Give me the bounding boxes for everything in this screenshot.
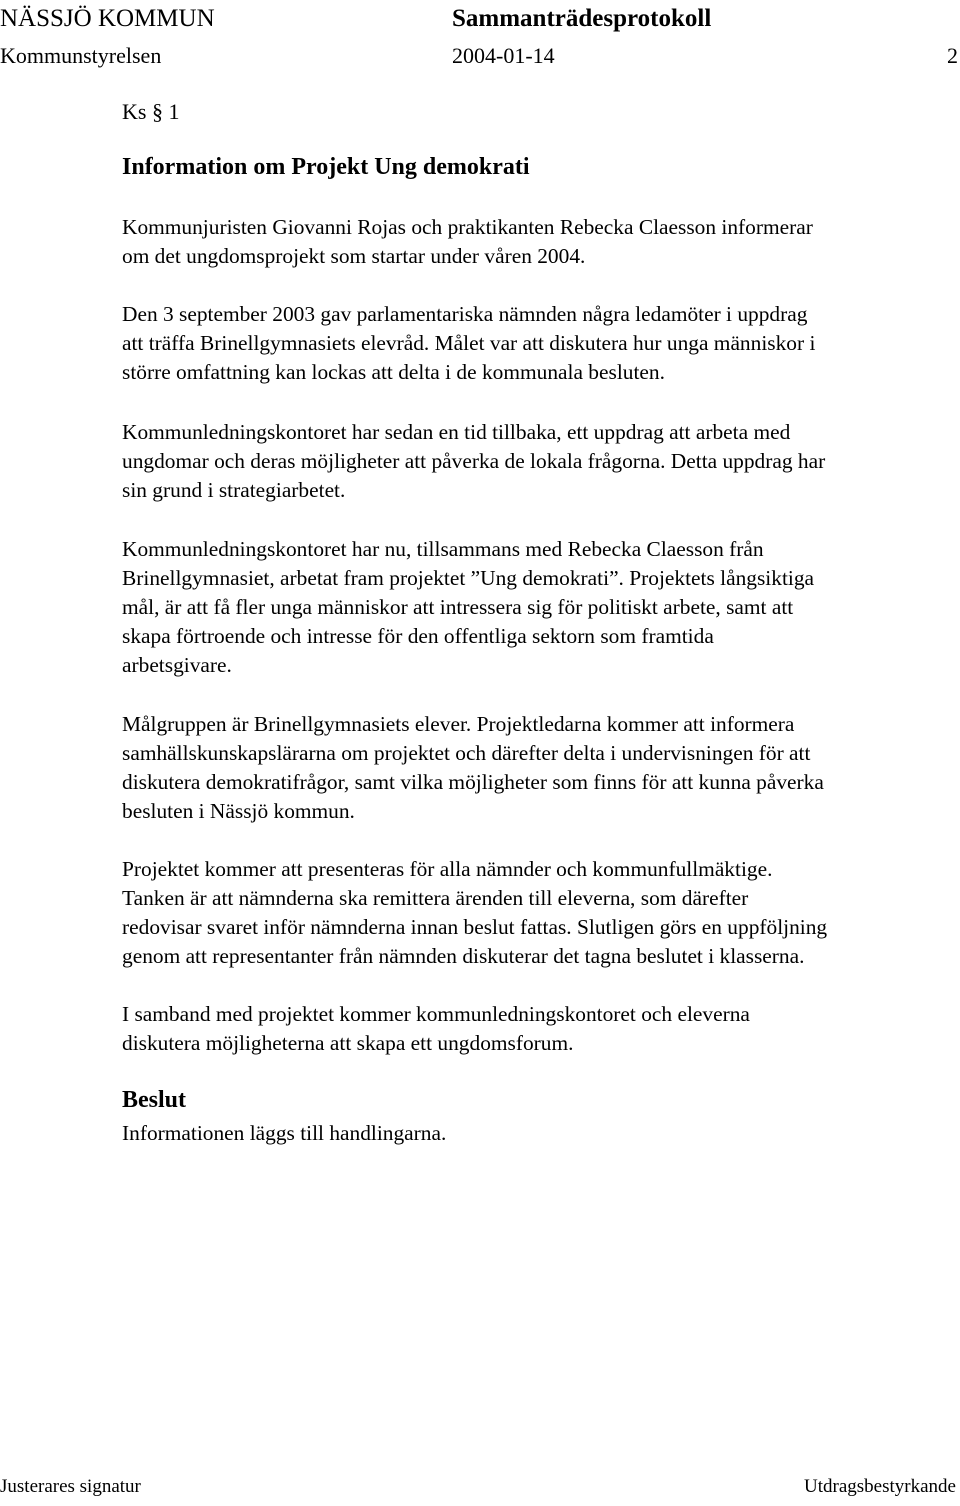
page-number: 2: [947, 43, 958, 68]
paragraph-line: mål, är att få fler unga människor att intressera sig för politiskt arbete, samt att: [122, 595, 794, 619]
paragraph-line: Kommunledningskontoret har sedan en tid tillbaka, ett uppdrag att arbeta med: [122, 420, 791, 444]
paragraph-intro: [122, 213, 960, 271]
section-reference: Ks § 1: [122, 99, 180, 124]
paragraph-line: Brinellgymnasiet, arbetat fram projektet ”Ung demokrati”. Projektets långsiktiga: [122, 566, 815, 590]
paragraph-line: Kommunledningskontoret har nu, tillsammans med Rebecka Claesson från: [122, 537, 764, 561]
paragraph-line: skapa förtroende och intresse för den offentliga sektorn som framtida: [122, 624, 714, 648]
paragraph-line: besluten i Nässjö kommun.: [122, 799, 355, 823]
paragraph-target-group: [122, 710, 960, 826]
paragraph-line: Tanken är att nämnderna ska remittera ärenden till eleverna, som därefter: [122, 886, 749, 910]
document-type: Sammanträdesprotokoll: [452, 5, 712, 32]
meeting-date: 2004-01-14: [452, 43, 555, 68]
paragraph-line: större omfattning kan lockas att delta i de kommunala besluten.: [122, 360, 665, 384]
paragraph-line: I samband med projektet kommer kommunledningskontoret och eleverna: [122, 1002, 750, 1026]
decision-heading: Beslut: [122, 1087, 187, 1113]
paragraph-line: Kommunjuristen Giovanni Rojas och praktikanten Rebecka Claesson informerar: [122, 215, 813, 239]
decision-text: Informationen läggs till handlingarna.: [122, 1121, 447, 1145]
paragraph-line: diskutera möjligheterna att skapa ett ungdomsforum.: [122, 1031, 574, 1055]
paragraph-line: ungdomar och deras möjligheter att påverka de lokala frågorna. Detta uppdrag har: [122, 449, 826, 473]
certification-label: Utdragsbestyrkande: [804, 1476, 956, 1497]
paragraph-line: samhällskunskapslärarna om projektet och därefter delta i undervisningen för att: [122, 741, 811, 765]
signature-label: Justerares signatur: [0, 1476, 141, 1497]
paragraph-youth-forum: [122, 1000, 960, 1058]
paragraph-line: sin grund i strategiarbetet.: [122, 478, 346, 502]
paragraph-background: [122, 300, 960, 387]
paragraph-line: diskutera demokratifrågor, samt vilka möjligheter som finns för att kunna påverka: [122, 770, 824, 794]
paragraph-line: genom att representanter från nämnden diskuterar det tagna beslutet i klasserna.: [122, 944, 805, 968]
paragraph-line: Den 3 september 2003 gav parlamentariska nämnden några ledamöter i uppdrag: [122, 302, 808, 326]
paragraph-line: arbetsgivare.: [122, 653, 232, 677]
paragraph-line: att träffa Brinellgymnasiets elevråd. Målet var att diskutera hur unga människor i: [122, 331, 816, 355]
paragraph-assignment: [122, 418, 960, 505]
section-title: Information om Projekt Ung demokrati: [122, 154, 530, 180]
paragraph-project-goals: [122, 535, 960, 680]
organization-name: NÄSSJÖ KOMMUN: [0, 5, 215, 32]
committee-name: Kommunstyrelsen: [0, 43, 162, 68]
paragraph-line: om det ungdomsprojekt som startar under våren 2004.: [122, 244, 586, 268]
paragraph-line: redovisar svaret inför nämnderna innan beslut fattas. Slutligen görs en uppföljning: [122, 915, 828, 939]
paragraph-line: Projektet kommer att presenteras för alla nämnder och kommunfullmäktige.: [122, 857, 773, 881]
paragraph-line: Målgruppen är Brinellgymnasiets elever. Projektledarna kommer att informera: [122, 712, 795, 736]
paragraph-presentation: [122, 855, 960, 971]
